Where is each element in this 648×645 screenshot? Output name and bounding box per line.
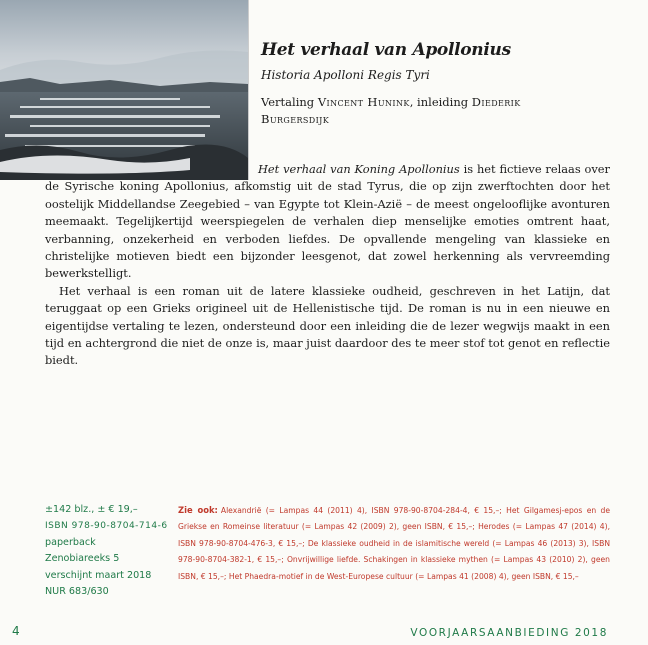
description-paragraph-1 (45, 161, 610, 283)
format: paperback (45, 536, 96, 548)
cover-photo-sea (0, 0, 249, 180)
book-info (45, 502, 175, 600)
pages-price: ±142 blz., ± € 19,– (45, 504, 138, 515)
introducer-name: Diederik Burgersdijk (261, 95, 521, 126)
translator-name: Vincent Hunink (317, 95, 410, 109)
nur-code: NUR 683/630 (45, 586, 109, 598)
see-also (178, 502, 610, 585)
catalog-title: VOORJAARSAANBIEDING 2018 (410, 627, 608, 639)
see-also-entries: Alexandrië (= Lampas 44 (2011) 4), ISBN 978-90-8704-284-4, € 15,–; Het Gilgamesj-epos en de Griekse en Romeinse literatuur (= Lampas 42 (2009) 2), geen ISBN, € 15,–; Herodes (= Lampas 47 (2014) 4), ISBN 978-90-8704-476-3, € 15,–; De klassieke oudheid in de islamitische wereld (= Lampas 46 (2013) 3), ISBN 978-90-8704-382-1, € 15,–; Onvrijwillige liefde. Schakingen in klassieke mythen (= Lampas 43 (2010) 2), geen ISBN, € 15,–; Het Phaedra-motief in de West-Europese cultuur (= Lampas 41 (2008) 4), geen ISBN, € 15,– (178, 506, 610, 581)
translation-label: Vertaling (261, 95, 315, 109)
description-title-italic: Het verhaal van Koning Apollonius (258, 162, 460, 176)
book-title: Het verhaal van Apollonius (261, 40, 511, 60)
description-text-1: is het fictieve relaas over de Syrische koning Apollonius, afkomstig uit de stad Tyrus, die op zijn zwerftochten door het oostelijk Middellandse Zeegebied – van Egypte tot Klein-Azië – de meest ongelooflijke avonturen meemaakt. Tegelijkertijd weerspiegelen de verhalen diep menselijke emoties omtrent haat, verbanning, onzekerheid en verboden liefdes. De opvallende mengeling van klassieke en christelijke motieven biedt een bijzonder leesgenot, dat zowel herkenning als vervreemding bewerkstelligt. (45, 162, 610, 281)
series: Zenobiareeks 5 (45, 553, 120, 565)
isbn: ISBN 978-90-8704-714-6 (45, 521, 168, 532)
description-paragraph-2: Het verhaal is een roman uit de latere klassieke oudheid, geschreven in het Latijn, dat teruggaat op een Grieks origineel uit de Hellenistische tijd. De roman is nu in een nieuwe en eigentijdse vertaling te lezen, ondersteund door een inleiding die de lezer wegwijs maakt in een tijd en achtergrond die niet de onze is, maar juist daardoor des te meer stof tot genot en reflectie biedt. (45, 283, 610, 368)
see-also-label: Zie ook: (178, 505, 218, 515)
intro-label: , inleiding (409, 95, 469, 109)
book-subtitle: Historia Apolloni Regis Tyri (261, 68, 430, 82)
book-credits (261, 94, 561, 128)
book-description (45, 161, 610, 370)
release-date: verschijnt maart 2018 (45, 569, 152, 581)
page-number: 4 (12, 624, 20, 638)
